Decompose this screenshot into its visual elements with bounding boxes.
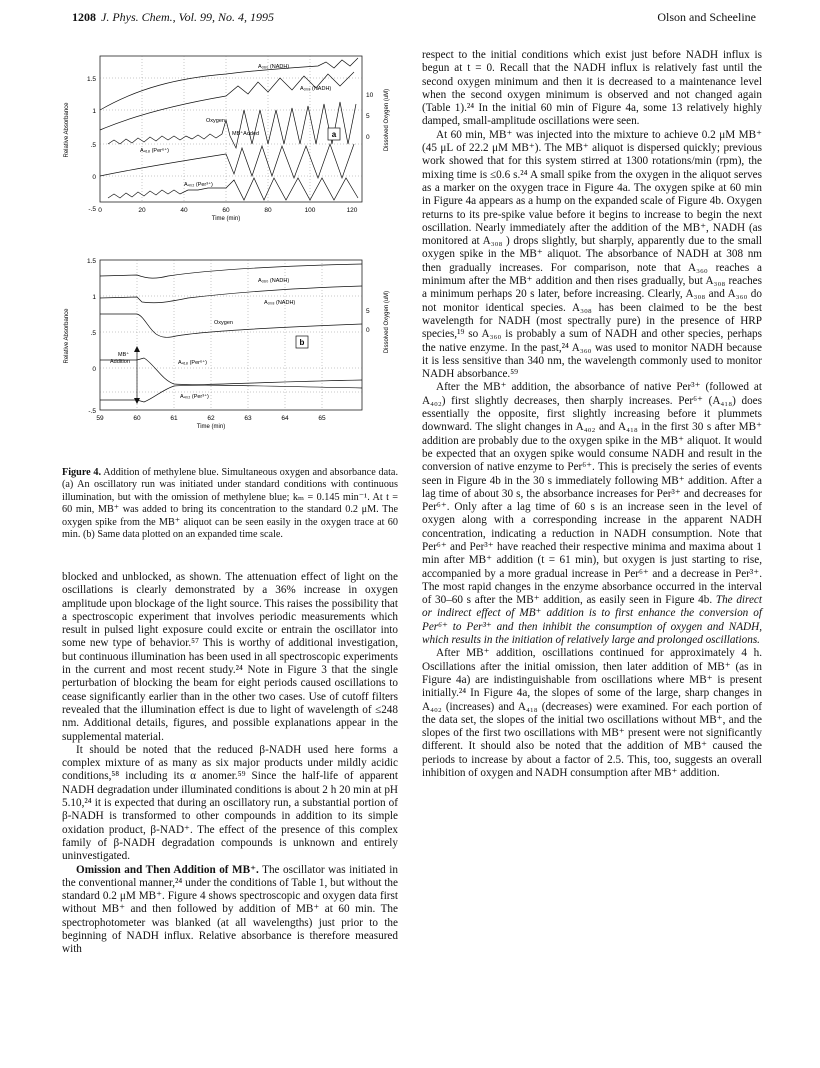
figure-4a — [58, 48, 398, 238]
trace-a360 — [100, 264, 362, 278]
paragraph: respect to the initial conditions which exist just before NADH influx is begun at t = 0. Recall that the NADH influx is relatively fast until the second oxygen minimum and then it is decreased to a maintenance level when the second oxygen minimum is observed and not changed again (Table 1).²⁴ In the initial 60 min of Figure 4a, some 13 relatively highly damped, small-amplitude oscillations were seen. — [422, 49, 762, 128]
ytick-label: -.5 — [88, 206, 96, 213]
paragraph-text: The oscillator was initiated in the conventional manner,²⁴ under the conditions of Table 1, but without the standard 0.2 μM MB⁺. Figure 4 shows spectroscopic and oxygen data first without MB⁺ and then followed by addition of MB⁺ at 60 min. The spectrophotometer was blanked (at all wavelengths) just prior to the beginning of NADH influx. Relative absorbance is therefore measured with — [62, 863, 398, 956]
paragraph-text: After the MB⁺ addition, the absorbance of native Per³⁺ (followed at A₄₀₂) first slightly decreases, then sharply increases. Per⁶⁺ (A₄₁₈) does essentially the opposite, first slightly increasing before it plummets downward. The slight changes in A₄₀₂ and A₄₁₈ in the first 30 s after MB⁺ addition are probably due to the oxygen spike in the MB⁺ aliquot. It would be expected that an oxygen spike would consume NADH and result in the conversion of native enzyme to Per⁶⁺. This is precisely the series of events seen in Figure 4b in the 30 s immediately following MB⁺ addition. After a lag time of about 30 s, the absorbance increases for Per³⁺ and decreases for Per⁶⁺. Only after a lag time of 60 s is an increase seen in the level of oxygen along with a corresponding increase in the apparent NADH concentration, indicating a reduction in NADH consumption. Note that Per⁶⁺ and Per³⁺ have reached their respective minima and maxima about 1 min after MB⁺ addition (t = 61 min), but oxygen is just starting to rise, accompanied by a more gradual increase in Per⁶⁺ and a decrease in Per³⁺. The most rapid changes in the enzyme absorbance occurred in the interval of 30–60 s after the MB⁺ addition, as easily seen in Figure 4b. — [422, 381, 762, 607]
label-a402: A₄₀₂ (Per³⁺) — [180, 394, 209, 400]
label-oxygen: Oxygen — [214, 320, 233, 326]
xtick-label: 62 — [207, 415, 215, 422]
xtick-label: 61 — [170, 415, 178, 422]
figure-caption — [62, 467, 398, 541]
label-a360: A₃₆₀ (NADH) — [258, 64, 290, 70]
paragraph: After MB⁺ addition, oscillations continued for approximately 4 h. Oscillations after the initial omission, then later addition of MB⁺ (as in Figure 4a) are indistinguishable from oscillations where MB⁺ is present initially.²⁴ In Figure 4a, the slopes of some of the large, sharp changes in A₄₀₂ (increases) and A₄₁₈ (decreases) were examined. For each portion of the data set, the slopes of the initial two oscillations without MB⁺, and the slopes of the first two oscillations with MB⁺ present were not significantly different. It should also be noted that the addition of MB⁺ caused the periods to increase by about a factor of 2.5. This, too, suggests an overall inhibition of oxygen and NADH consumption after MB⁺ addition. — [422, 647, 762, 780]
y2-axis-label: Dissolved Oxygen (uM) — [384, 290, 390, 354]
xtick-label: 100 — [304, 207, 316, 214]
left-column — [62, 571, 398, 957]
label-a308: A₃₀₈ (NADH) — [300, 86, 332, 92]
xtick-label: 120 — [346, 207, 358, 214]
ytick-label: 1 — [92, 108, 96, 115]
ytick-label: 0 — [92, 174, 96, 181]
panel-label: a — [331, 130, 337, 139]
label-mb-added: MB⁺Added — [232, 131, 260, 137]
xtick-label: 20 — [138, 207, 146, 214]
trace-a418 — [100, 144, 354, 178]
label-mb: MB⁺ — [118, 352, 130, 358]
y2tick-label: 10 — [366, 92, 374, 99]
y-axis-label: Relative Absorbance — [64, 308, 70, 364]
xtick-label: 40 — [180, 207, 188, 214]
caption-text: Addition of methylene blue. Simultaneous oxygen and absorbance data. (a) An oscillatory run was initiated under standard conditions with continuous illumination, but with the omission of methylene blue; kₘ = 0.145 min⁻¹. At t = 60 min, MB⁺ was added to bring its concentration to the standard 0.2 μM. The oxygen spike from the MB⁺ aliquot can be seen easily in the oxygen trace at 60 min. (b) Same data plotted on an expanded time scale. — [62, 467, 398, 541]
paragraph: At 60 min, MB⁺ was injected into the mixture to achieve 0.2 μM MB⁺ (45 μL of 22.2 μM MB⁺). The MB⁺ aliquot is dispersed quickly; previous work showed that for this system stirred at 1300 rotations/min (rpm), the mixing time is ≤0.6 s.²⁴ A small spike from the oxygen in the aliquot serves as a marker on the oxygen trace in Figure 4a. The oxygen spike at 60 min in Figure 4a appears as a hump on the expanded scale of Figure 4b. Oxygen returns to its pre-spike value before it begins to increase to begin the next oscillation. Nearly immediately after the addition of the MB⁺, NADH (as monitored at A₃₀₈ ) drops slightly, but sharply, apparently due to the small oxygen spike in the MB⁺ aliquot. The absorbance of NADH at 308 nm then gradually increases. For comparison, note that A₃₆₀ reaches a minimum after the MB⁺ addition and then rises gradually, but A₃₀₈ reaches a minimum perhaps 20 s later, before increasing. Clearly, A₃₀₈ and A₃₆₀ do not monitor identical species. A₃₀₈ has been claimed to be the best wavelength for NADH (most spectrally pure) in the presence of HRP species,¹⁹ so A₃₆₀ is probably a sum of NADH and other species, perhaps the native enzyme. In the past,²⁴ A₃₆₀ was used to monitor NADH because it is less sensitive than 340 nm, the wavelength commonly used to monitor NADH absorbance.⁵⁹ — [422, 128, 762, 381]
y-axis-label: Relative Absorbance — [64, 102, 70, 158]
xtick-label: 59 — [96, 415, 104, 422]
y2tick-label: 5 — [366, 308, 370, 315]
label-oxygen: Oxygen — [206, 118, 225, 124]
arrow-head-up — [134, 346, 140, 352]
label-a418: A₄₁₈ (Per⁶⁺) — [140, 148, 169, 154]
right-column — [422, 49, 762, 780]
trace-oxygen — [108, 102, 356, 148]
xtick-label: 65 — [318, 415, 326, 422]
journal-citation: J. Phys. Chem., Vol. 99, No. 4, 1995 — [101, 10, 274, 24]
figure-4b — [58, 252, 398, 452]
running-authors: Olson and Scheeline — [657, 10, 756, 24]
label-a308: A₃₀₈ (NADH) — [264, 300, 296, 306]
ytick-label: .5 — [90, 142, 96, 149]
x-axis-label: Time (min) — [196, 424, 226, 430]
ytick-label: 1.5 — [86, 76, 96, 83]
paragraph: blocked and unblocked, as shown. The attenuation effect of light on the oscillations is clearly demonstrated by a 36% increase in oxygen amplitude upon blockage of the light source. This raises the possibility that a spectroscopic experiment that involves periodic measurements which result in pulsed light exposure could excite or entrain the oscillator into some new type of behavior.⁵⁷ This is worthy of additional investigation, but continuous illumination has been used in all spectroscopic experiments in the current and most recent study.²⁴ Note in Figure 3 that the single perturbation of blocking the beam for eight periods caused oscillations to cease significantly earlier than in the other two cases. Use of cutoff filters revealed that the illumination effect is due to light of wavelength of ≤248 nm. Additional details, figures, and possible explanations appear in the supplemental material. — [62, 571, 398, 743]
y2tick-label: 0 — [366, 327, 370, 334]
trace-a308 — [100, 72, 354, 130]
xtick-label: 80 — [264, 207, 272, 214]
xtick-label: 63 — [244, 415, 252, 422]
gridlines — [100, 56, 362, 202]
y2tick-label: 0 — [366, 134, 370, 141]
ytick-label: 1 — [92, 294, 96, 301]
panel-label: b — [299, 338, 305, 347]
xtick-label: 64 — [281, 415, 289, 422]
trace-a402 — [108, 178, 358, 200]
ytick-label: .5 — [90, 330, 96, 337]
label-addition: Addition — [110, 359, 130, 365]
italic-statement: The direct or indirect effect of MB⁺ addition is to first enhance the conversion of Per⁶⁺ to Per³⁺ and then inhibit the consumption of oxygen and NADH, which results in the initiation of relatively large and prolonged oscillations. — [422, 594, 763, 647]
y2-axis-label: Dissolved Oxygen (uM) — [384, 88, 390, 152]
trace-a418 — [100, 358, 362, 385]
xtick-label: 60 — [133, 415, 141, 422]
trace-a308 — [100, 286, 362, 303]
paragraph: It should be noted that the reduced β-NADH used here forms a complex mixture of as many as six major products under mildly acidic conditions,⁵⁸ including its α anomer.⁵⁹ Since the half-life of apparent NADH degradation under illuminated conditions is about 2 h 20 min at pH 5.10,²⁴ it is expected that during an oscillatory run, a substantial portion of β-NADH is transformed to other compounds in addition to its simple oxidation product, β-NAD⁺. The effect of the presence of this complex family of β-NADH degradation compounds is unknown and entirely uninvestigated. — [62, 743, 398, 863]
arrow-head-down — [134, 398, 140, 404]
caption-label: Figure 4. — [62, 467, 102, 478]
page-number: 1208 — [72, 10, 96, 24]
xtick-label: 60 — [222, 207, 230, 214]
paragraph — [422, 381, 762, 647]
xtick-label: 0 — [98, 207, 102, 214]
y2tick-label: 5 — [366, 113, 370, 120]
ytick-label: 0 — [92, 366, 96, 373]
running-header — [0, 10, 820, 28]
paragraph — [62, 864, 398, 957]
label-a418: A₄₁₈ (Per⁶⁺) — [178, 360, 207, 366]
ytick-label: -.5 — [88, 408, 96, 415]
ytick-label: 1.5 — [86, 258, 96, 265]
label-a402: A₄₀₂ (Per³⁺) — [184, 182, 213, 188]
section-heading: Omission and Then Addition of MB⁺. — [76, 863, 259, 876]
x-axis-label: Time (min) — [211, 216, 241, 222]
trace-a402 — [100, 385, 362, 402]
label-a360: A₃₆₀ (NADH) — [258, 278, 290, 284]
